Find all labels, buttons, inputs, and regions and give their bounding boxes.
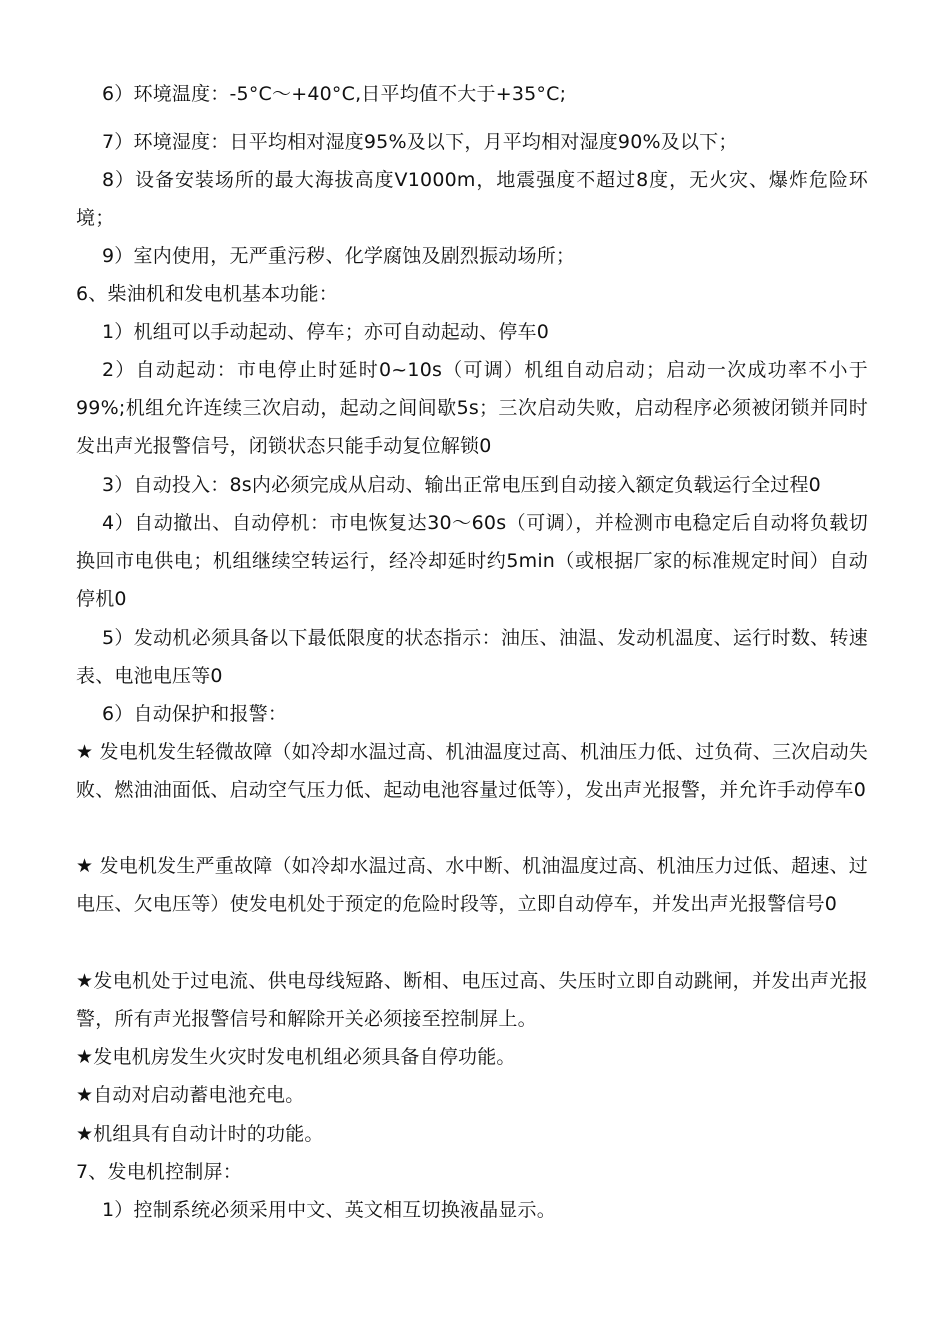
bullet-severe-fault: ★ 发电机发生严重故障（如冷却水温过高、水中断、机油温度过高、机油压力过低、超速、过电压、欠电压等）使发电机处于预定的危险时段等，立即自动停车，并发出声光报警信号0 xyxy=(76,855,868,915)
paragraph-status-indicators: 5）发动机必须具备以下最低限度的状态指示：油压、油温、发动机温度、运行时数、转速表、电池电压等0 xyxy=(76,627,868,687)
bullet-fire-stop: ★发电机房发生火灾时发电机组必须具备自停功能。 xyxy=(76,1046,516,1068)
paragraph-ambient-temperature: 6）环境温度：-5°C～+40°C,日平均值不大于+35°C; xyxy=(102,83,567,105)
paragraph-altitude: 8）设备安装场所的最大海拔高度V1000m，地震强度不超过8度，无火灾、爆炸危险环境； xyxy=(76,169,868,229)
paragraph-indoor-use: 9）室内使用，无严重污秽、化学腐蚀及剧烈振动场所； xyxy=(102,245,576,267)
bullet-overcurrent: ★发电机处于过电流、供电母线短路、断相、电压过高、失压时立即自动跳闸，并发出声光报警，所有声光报警信号和解除开关必须接至控制屏上。 xyxy=(76,970,868,1030)
section-heading-control-panel: 7、发电机控制屏： xyxy=(76,1161,242,1183)
paragraph-auto-stop: 4）自动撤出、自动停机：市电恢复达30～60s（可调），并检测市电稳定后自动将负载切换回市电供电；机组继续空转运行，经冷却延时约5min（或根据厂家的标准规定时间）自动停机0 xyxy=(76,512,868,610)
paragraph-manual-start: 1）机组可以手动起动、停车；亦可自动起动、停车0 xyxy=(102,321,549,343)
section-heading-basic-functions: 6、柴油机和发电机基本功能： xyxy=(76,283,338,305)
paragraph-lcd-display: 1）控制系统必须采用中文、英文相互切换液晶显示。 xyxy=(102,1199,556,1221)
bullet-battery-charge: ★自动对启动蓄电池充电。 xyxy=(76,1084,305,1106)
bullet-auto-timing: ★机组具有自动计时的功能。 xyxy=(76,1123,324,1145)
bullet-minor-fault: ★ 发电机发生轻微故障（如冷却水温过高、机油温度过高、机油压力低、过负荷、三次启动失败、燃油油面低、启动空气压力低、起动电池容量过低等），发出声光报警，并允许手动停车0 xyxy=(76,741,868,801)
paragraph-auto-start: 2）自动起动：市电停止时延时0~10s（可调）机组自动启动；启动一次成功率不小于99%;机组允许连续三次启动，起动之间间歇5s；三次启动失败，启动程序必须被闭锁并同时发出声光报警信号，闭锁状态只能手动复位解锁0 xyxy=(76,359,868,457)
paragraph-auto-input: 3）自动投入：8s内必须完成从启动、输出正常电压到自动接入额定负载运行全过程0 xyxy=(102,474,821,496)
paragraph-protection-heading: 6）自动保护和报警： xyxy=(102,703,288,725)
paragraph-ambient-humidity: 7）环境湿度：日平均相对湿度95%及以下，月平均相对湿度90%及以下； xyxy=(102,131,738,153)
